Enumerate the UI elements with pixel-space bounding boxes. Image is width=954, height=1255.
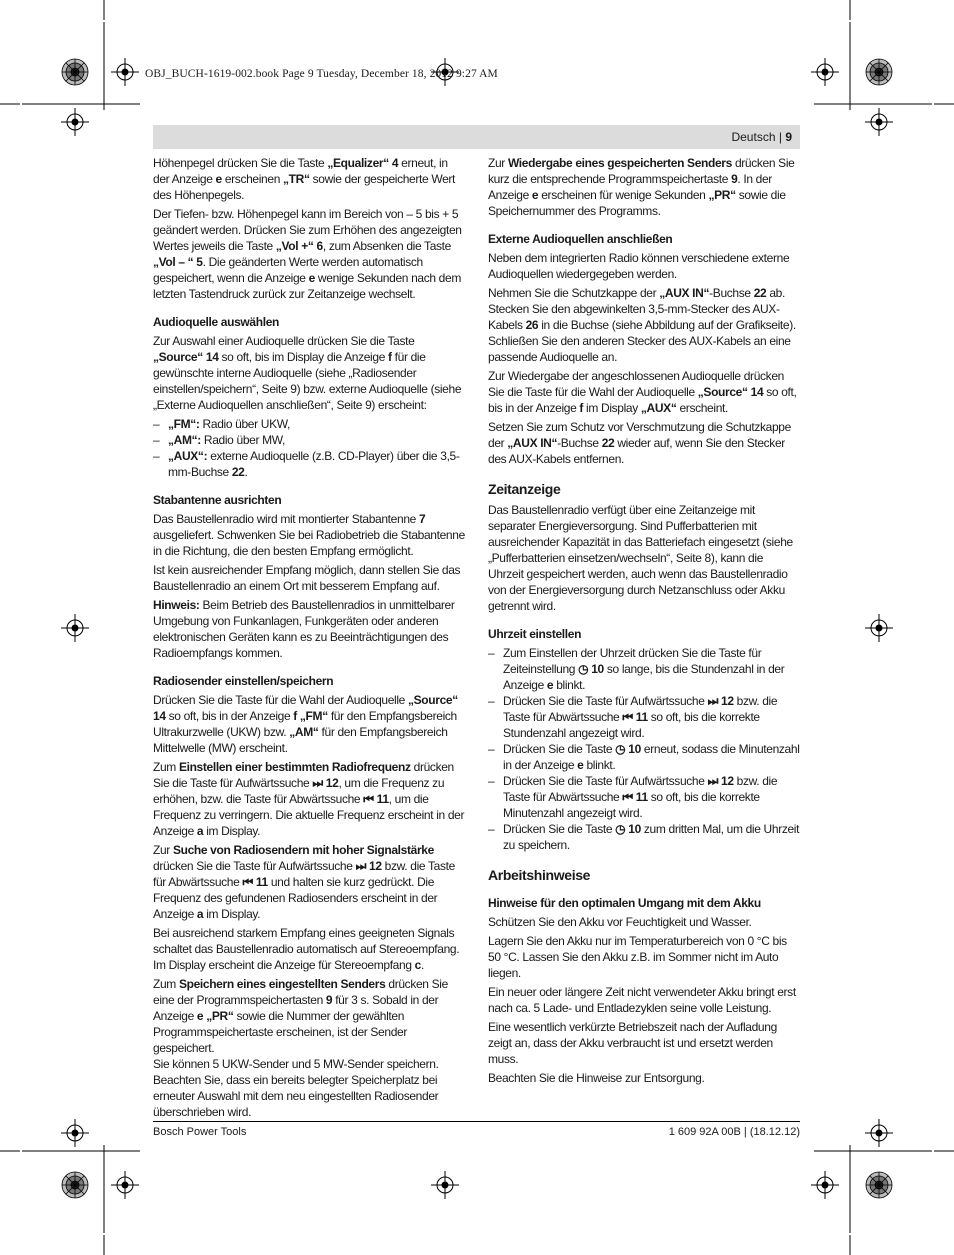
right-paragraph: Zur Wiedergabe der angeschlossenen Audioquelle drücken Sie die Taste für die Wahl der Audioquelle „Source“ 14 so oft, bis in der Anzeige f im Display „AUX“ erscheint. — [488, 369, 797, 415]
right-paragraph: Setzen Sie zum Schutz vor Verschmutzung die Schutzkappe der „AUX IN“-Buchse 22 wieder auf, wenn Sie den Stecker des AUX-Kabels entfernen. — [488, 420, 791, 466]
right-paragraph: Eine wesentlich verkürzte Betriebszeit nach der Aufladung zeigt an, dass der Akku verbraucht ist und ersetzt werden muss. — [488, 1020, 777, 1066]
list-item: – „AM“: Radio über MW, — [153, 432, 465, 448]
list-item: – Drücken Sie die Taste für Aufwärtssuche ⏭ 12 bzw. die Taste für Abwärtssuche ⏮ 11 so oft, bis die korrekte Minutenzahl angezeigt wird. — [488, 773, 800, 821]
right-paragraph: Neben dem integrierten Radio können verschiedene externe Audioquellen wiedergegeben werden. — [488, 251, 790, 281]
right-paragraph: Schützen Sie den Akku vor Feuchtigkeit und Wasser. — [488, 915, 752, 929]
page-number: 9 — [785, 130, 792, 144]
right-paragraph: Zur Wiedergabe eines gespeicherten Senders drücken Sie kurz die entsprechende Programmspeichertaste 9. In der Anzeige e erscheinen für wenige Sekunden „PR“ sowie die Speichernummer des Programms. — [488, 156, 795, 218]
left-paragraph: Das Baustellenradio wird mit montierter Stabantenne 7 ausgeliefert. Schwenken Sie bei Radiobetrieb die Stabantenne in die Richtung, die den besten Empfang ermöglicht. — [153, 512, 465, 558]
right-heading: Uhrzeit einstellen — [488, 627, 582, 641]
list-item: – Drücken Sie die Taste für Aufwärtssuche ⏭ 12 bzw. die Taste für Abwärtssuche ⏮ 11 so oft, bis die korrekte Stundenzahl angezeigt wird. — [488, 693, 800, 741]
footer-rule — [153, 1121, 800, 1122]
left-paragraph: Höhenpegel drücken Sie die Taste „Equalizer“ 4 erneut, in der Anzeige e erscheinen „TR“ sowie der gespeicherte Wert des Höhenpegels. — [153, 156, 456, 202]
list-item: – Drücken Sie die Taste ◷ 10 erneut, sodass die Minutenzahl in der Anzeige e blinkt. — [488, 741, 800, 773]
list-item: – „FM“: Radio über UKW, — [153, 416, 465, 432]
right-paragraph: Ein neuer oder längere Zeit nicht verwendeter Akku bringt erst nach ca. 5 Lade- und Entladezyklen seine volle Leistung. — [488, 985, 796, 1015]
left-list — [153, 416, 465, 480]
list-item: – Zum Einstellen der Uhrzeit drücken Sie die Taste für Zeiteinstellung ◷ 10 so lange, bis die Stundenzahl in der Anzeige e blinkt. — [488, 645, 800, 693]
list-item: – „AUX“: externe Audioquelle (z.B. CD-Player) über die 3,5-mm-Buchse 22. — [153, 448, 465, 480]
right-heading: Externe Audioquellen anschließen — [488, 232, 673, 246]
left-paragraph: Drücken Sie die Taste für die Wahl der Audioquelle „Source“ 14 so oft, bis in der Anzeige f „FM“ für den Empfangsbereich Ultrakurzwelle (UKW) bzw. „AM“ für den Empfangsbereich Mittelwelle (MW) erscheint. — [153, 693, 458, 755]
right-heading: Arbeitshinweise — [488, 867, 591, 883]
left-heading: Radiosender einstellen/speichern — [153, 674, 334, 688]
header-language: Deutsch — [731, 130, 776, 144]
right-list — [488, 645, 800, 853]
right-paragraph: Nehmen Sie die Schutzkappe der „AUX IN“-Buchse 22 ab. Stecken Sie den abgewinkelten 3,5-mm-Stecker des AUX-Kabels 26 in die Buchse (siehe Abbildung auf der Grafikseite). Schließen Sie den anderen Stecker des AUX-Kabels an eine passende Audioquelle an. — [488, 286, 796, 364]
left-paragraph: Zur Auswahl einer Audioquelle drücken Sie die Taste „Source“ 14 so oft, bis im Display die Anzeige f für die gewünschte interne Audioquelle (siehe „Radiosender einstellen/speichern“, Seite 9) bzw. externe Audioquelle (siehe „Externe Audioquellen anschließen“, Seite 9) erscheint: — [153, 334, 462, 412]
right-heading: Hinweise für den optimalen Umgang mit dem Akku — [488, 896, 761, 910]
left-heading: Audioquelle auswählen — [153, 315, 280, 329]
right-paragraph: Das Baustellenradio verfügt über eine Zeitanzeige mit separater Energieversorgung. Sind Pufferbatterien mit ausreichender Kapazität in das Batteriefach eingesetzt (siehe „Pufferbatterien einsetzen/wechseln“, Seite 8), kann die Uhrzeit gespeichert werden, auch wenn das Baustellenradio von der Energieversorgung durch Netzanschluss oder Akku getrennt wird. — [488, 503, 793, 613]
right-column — [488, 155, 800, 1089]
right-heading: Zeitanzeige — [488, 481, 561, 497]
footer-brand: Bosch Power Tools — [153, 1126, 247, 1138]
header-separator: | — [778, 130, 782, 144]
left-paragraph: Zum Einstellen einer bestimmten Radiofrequenz drücken Sie die Taste für Aufwärtssuche ⏭ 12, um die Frequenz zu erhöhen, bzw. die Taste für Abwärtssuche ⏮ 11, um die Frequenz zu verringern. Die aktuelle Frequenz erscheint in der Anzeige a im Display. — [153, 760, 465, 838]
left-paragraph: Zur Suche von Radiosendern mit hoher Signalstärke drücken Sie die Taste für Aufwärtssuche ⏭ 12 bzw. die Taste für Abwärtssuche ⏮ 11 und halten sie kurz gedrückt. Die Frequenz des gefundenen Radiosenders erscheint in der Anzeige a im Display. — [153, 843, 455, 921]
left-column — [153, 155, 465, 1123]
right-paragraph: Lagern Sie den Akku nur im Temperaturbereich von 0 °C bis 50 °C. Lassen Sie den Akku z.B. im Sommer nicht im Auto liegen. — [488, 934, 787, 980]
page-header-bar — [153, 125, 800, 149]
left-paragraph: Bei ausreichend starkem Empfang eines geeigneten Signals schaltet das Baustellenradio automatisch auf Stereoempfang. Im Display erscheint die Anzeige für Stereoempfang c. — [153, 926, 460, 972]
right-paragraph: Beachten Sie die Hinweise zur Entsorgung. — [488, 1071, 705, 1085]
page-header — [731, 130, 792, 144]
left-paragraph: Zum Speichern eines eingestellten Senders drücken Sie eine der Programmspeichertasten 9 für 3 s. Sobald in der Anzeige e „PR“ sowie die Nummer der gewählten Programmspeichertaste erscheinen, ist der Sender gespeichert. Sie können 5 UKW-Sender und 5 MW-Sender speichern. Beachten Sie, dass ein bereits belegter Speicherplatz bei erneuter Auswahl mit dem neu eingestellten Radiosender überschrieben wird. — [153, 977, 448, 1119]
left-paragraph: Hinweis: Beim Betrieb des Baustellenradios in unmittelbarer Umgebung von Funkanlagen, Funkgeräten oder anderen elektronischen Geräten kann es zu Beeinträchtigungen des Radioempfangs kommen. — [153, 598, 455, 660]
left-paragraph: Der Tiefen- bzw. Höhenpegel kann im Bereich von – 5 bis + 5 geändert werden. Drücken Sie zum Erhöhen des angezeigten Wertes jeweils die Taste „Vol +“ 6, zum Absenken die Taste „Vol – “ 5. Die geänderten Werte werden automatisch gespeichert, wenn die Anzeige e wenige Sekunden nach dem letzten Tastendruck zurück zur Zeitanzeige wechselt. — [153, 207, 462, 301]
left-paragraph: Ist kein ausreichender Empfang möglich, dann stellen Sie das Baustellenradio an einem Ort mit besserem Empfang auf. — [153, 563, 461, 593]
print-info-line: OBJ_BUCH-1619-002.book Page 9 Tuesday, December 18, 2012 9:27 AM — [145, 68, 498, 80]
list-item: – Drücken Sie die Taste ◷ 10 zum dritten Mal, um die Uhrzeit zu speichern. — [488, 821, 800, 853]
left-heading: Stabantenne ausrichten — [153, 493, 282, 507]
footer-doc-number: 1 609 92A 00B | (18.12.12) — [668, 1126, 800, 1138]
